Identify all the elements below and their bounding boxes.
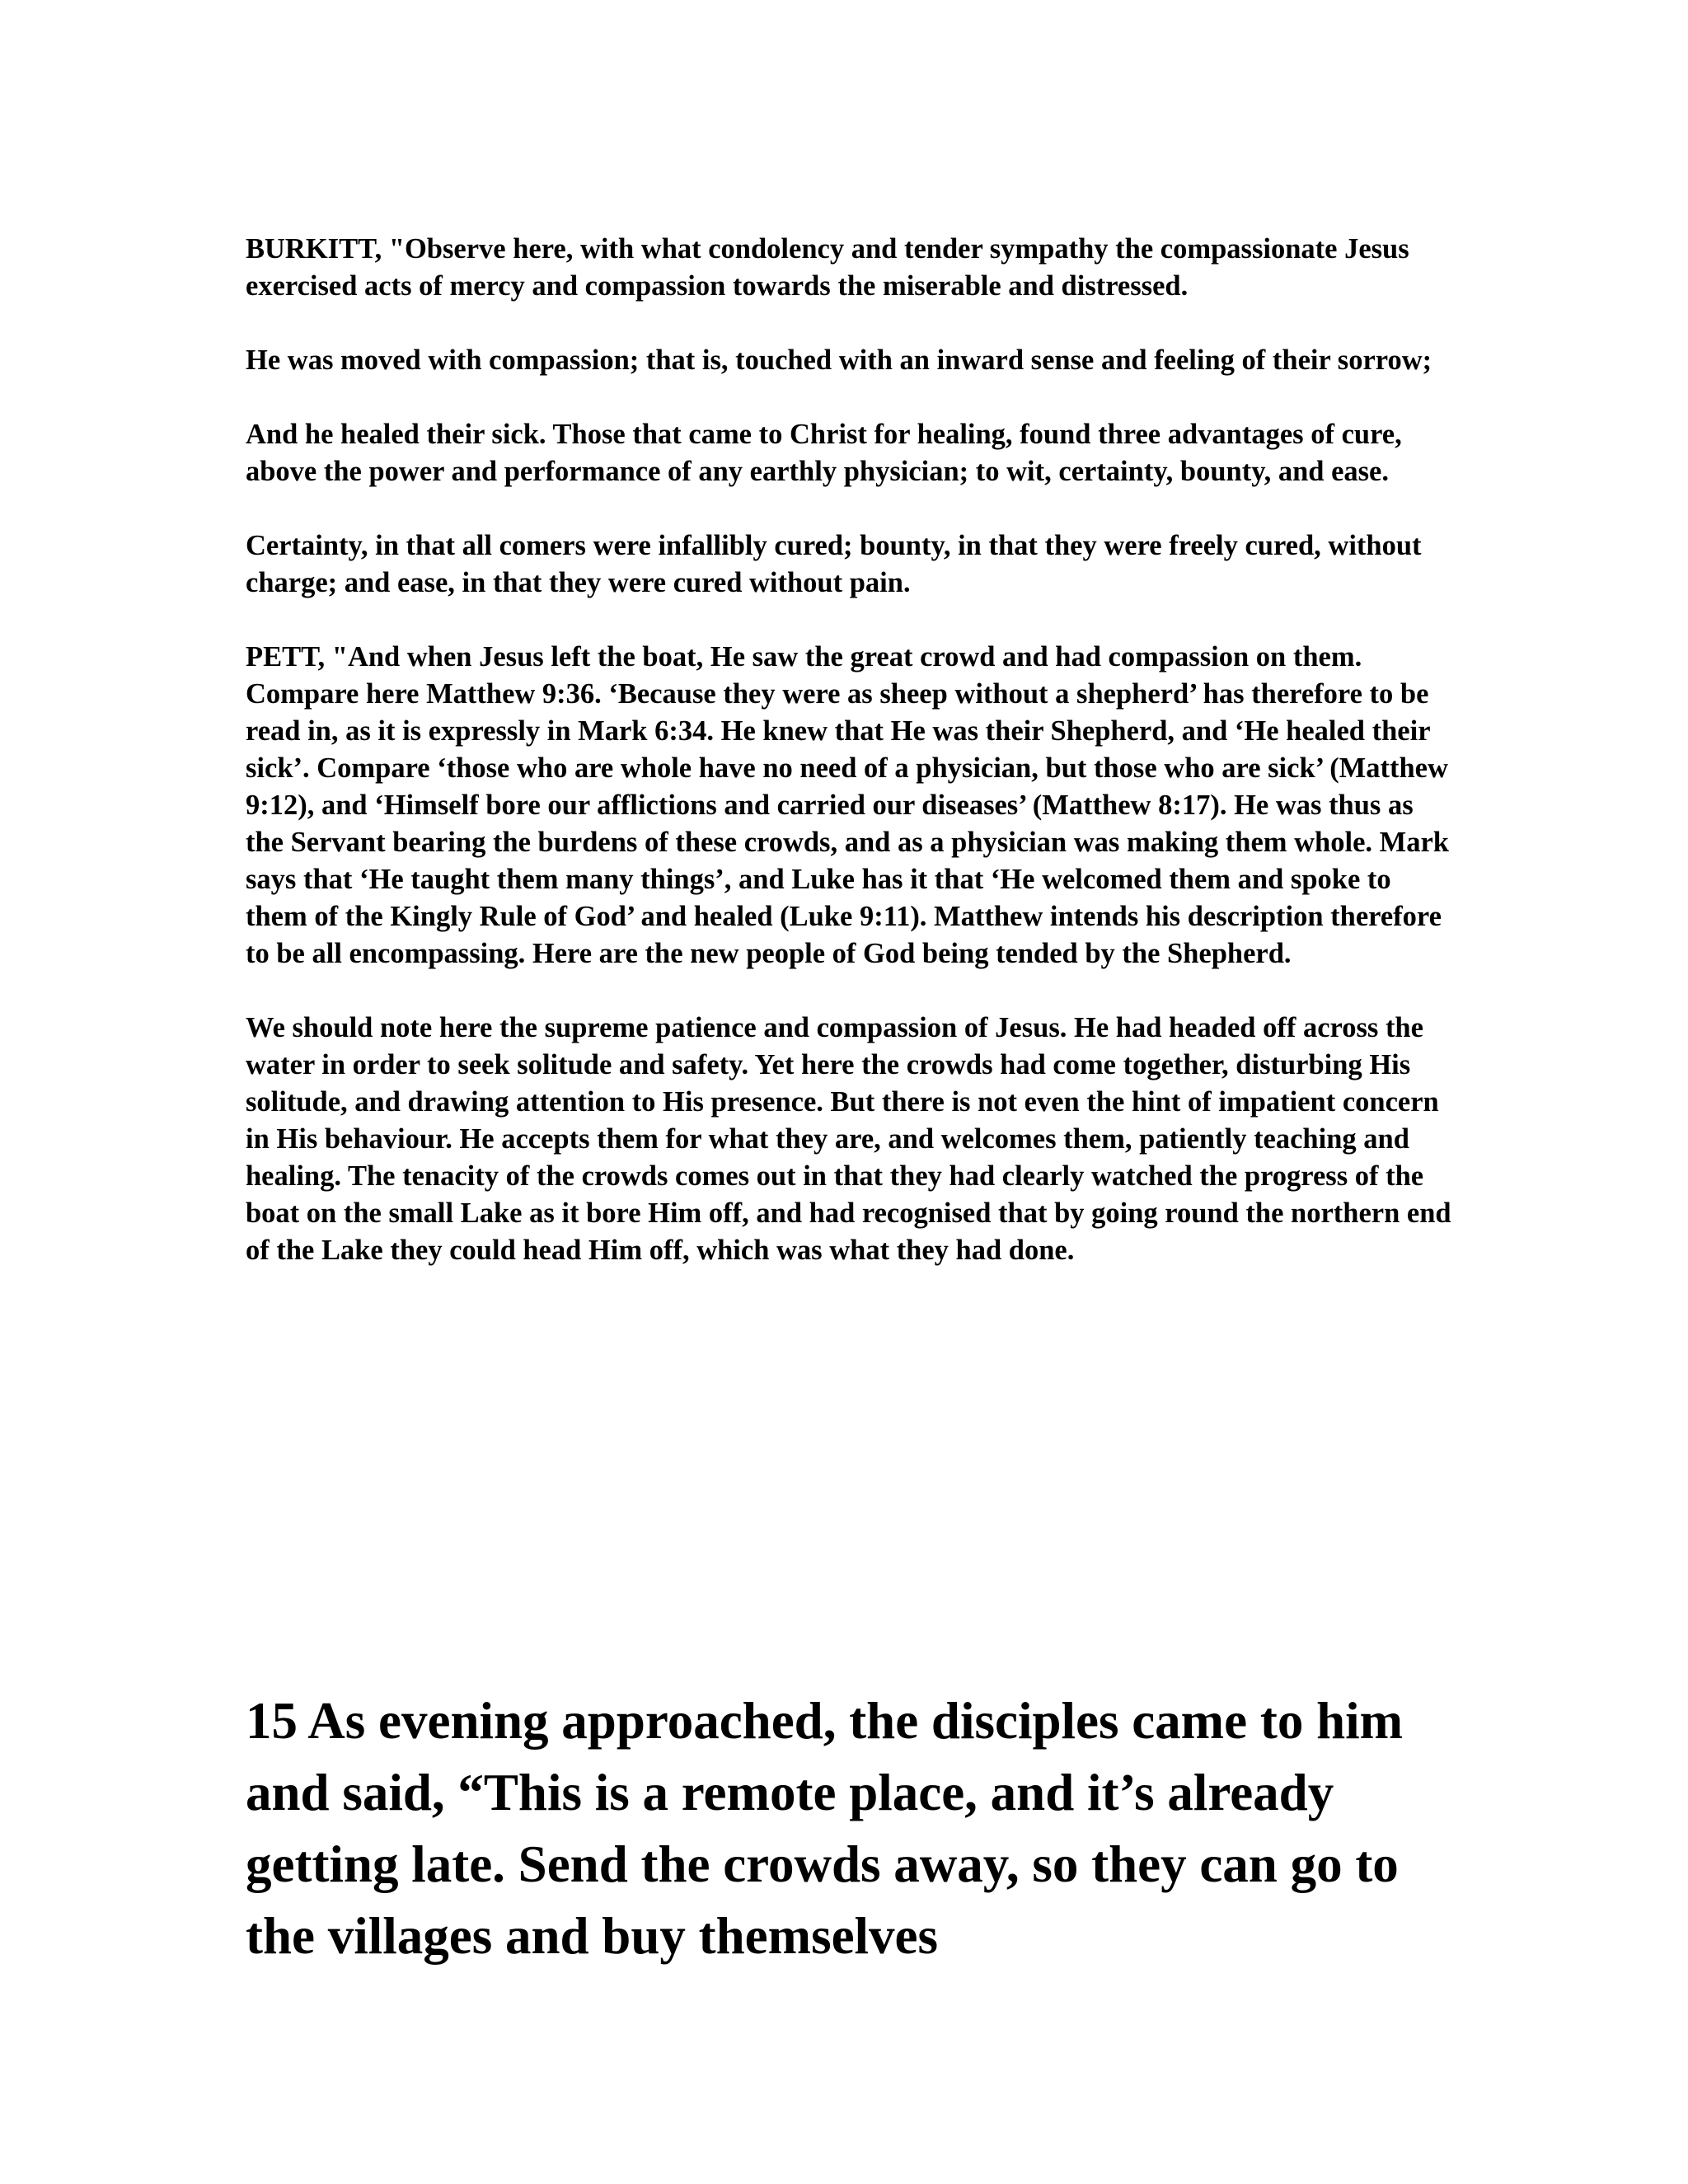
- verse-heading: 15 As evening approached, the disciples came to him and said, “This is a remote place, and it’s already getting late. Send the crowds away, so they can go to the villages and buy themselves: [246, 1692, 1404, 1965]
- paragraph-healed-sick: And he healed their sick. Those that came to Christ for healing, found three advantages of cure, above the power and performance of any earthly physician; to wit, certainty, bounty, and ease.: [246, 419, 1402, 487]
- paragraph-burkitt-intro: BURKITT, "Observe here, with what condolency and tender sympathy the compassionate Jesus exercised acts of mercy and compassion towards the miserable and distressed.: [246, 233, 1409, 302]
- commentary-body: [246, 231, 1457, 1306]
- paragraph-patience: We should note here the supreme patience and compassion of Jesus. He had headed off across the water in order to seek solitude and safety. Yet here the crowds had come together, disturbing His solitude, and drawing attention to His presence. But there is not even the hint of impatient concern in His behaviour. He accepts them for what they are, and welcomes them, patiently teaching and healing. The tenacity of the crowds comes out in that they had clearly watched the progress of the boat on the small Lake as it bore Him off, and had recognised that by going round the northern end of the Lake they could head Him off, which was what they had done.: [246, 1012, 1451, 1266]
- paragraph-certainty: Certainty, in that all comers were infallibly cured; bounty, in that they were freely cured, without charge; and ease, in that they were cured without pain.: [246, 530, 1422, 598]
- paragraph-pett: PETT, "And when Jesus left the boat, He saw the great crowd and had compassion on them. Compare here Matthew 9:36. ‘Because they were as sheep without a shepherd’ has therefore to be read in, as it is expressly in Mark 6:34. He knew that He was their Shepherd, and ‘He healed their sick’. Compare ‘those who are whole have no need of a physician, but those who are sick’ (Matthew 9:12), and ‘Himself bore our afflictions and carried our diseases’ (Matthew 8:17). He was thus as the Servant bearing the burdens of these crowds, and as a physician was making them whole. Mark says that ‘He taught them many things’, and Luke has it that ‘He welcomed them and spoke to them of the Kingly Rule of God’ and healed (Luke 9:11). Matthew intends his description therefore to be all encompassing. Here are the new people of God being tended by the Shepherd.: [246, 641, 1449, 969]
- paragraph-compassion: He was moved with compassion; that is, touched with an inward sense and feeling of their sorrow;: [246, 344, 1432, 376]
